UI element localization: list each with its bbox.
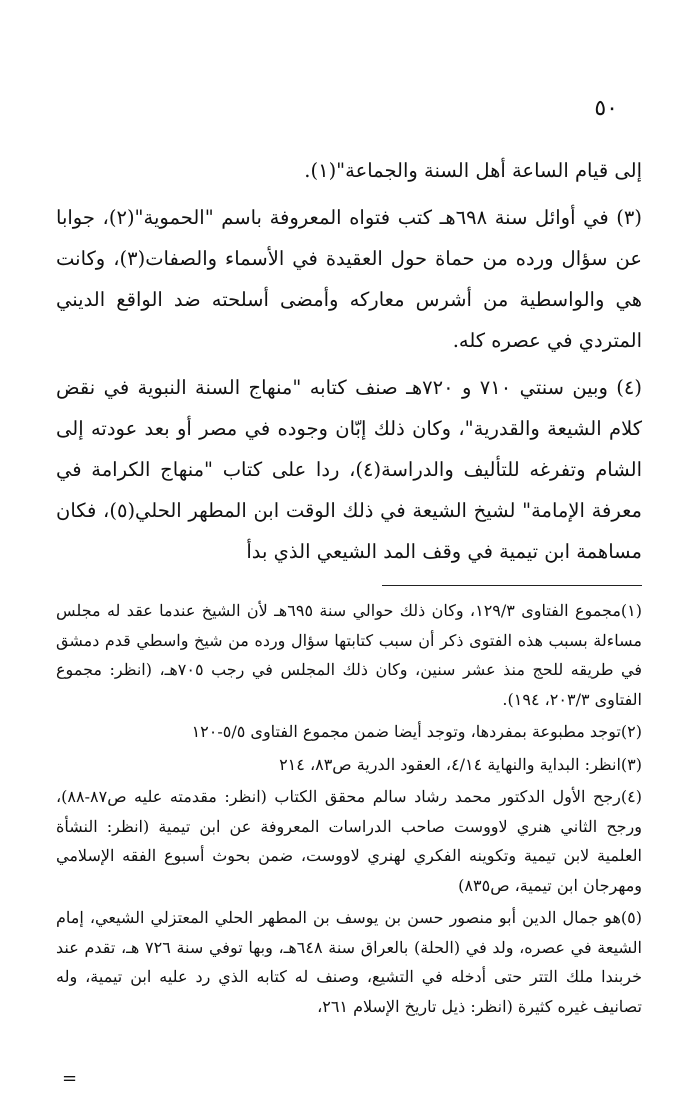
footnote: (٤)رجح الأول الدكتور محمد رشاد سالم محقق الكتاب (انظر: مقدمته عليه ص٨٧-٨٨)، ورجح الثاني هنري لاووست صاحب الدراسات المعروفة عن ابن تيمية (انظر: النشأة العلمية لابن تيمية وتكوينه الفكري لهنري لاووست، ضمن بحوث أسبوع الفقه الإسلامي ومهرجان ابن تيمية، ص٨٣٥) [56,787,642,895]
main-text [56,150,642,578]
footnote-separator [382,585,642,586]
paragraph: (٣) في أوائل سنة ٦٩٨هـ كتب فتواه المعروفة باسم "الحموية"(٢)، جوابا عن سؤال ورده من حماة حول العقيدة في الأسماء والصفات(٣)، وكانت هي والواسطية من أشرس معاركه وأمضى أسلحته ضد الواقع الديني المتردي في عصره كله. [56,206,643,352]
footnote: (٥)هو جمال الدين أبو منصور حسن بن يوسف بن المطهر الحلي المعتزلي الشيعي، إمام الشيعة في عصره، ولد في (الحلة) بالعراق سنة ٦٤٨هـ، وبها توفي سنة ٧٢٦ هـ، تقدم عند خربندا ملك التتر حتى أدخله في التشيع، وصنف له كتابه الذي رد عليه ابن تيمية، وله تصانيف غيره كثيرة (انظر: ذيل تاريخ الإسلام ٢٦١، [56,908,643,1016]
paragraph: إلى قيام الساعة أهل السنة والجماعة"(١). [304,159,642,182]
footnotes [56,596,642,1024]
footnote: (٣)انظر: البداية والنهاية ٤/١٤، العقود الدرية ص٨٣، ٢١٤ [279,754,642,774]
footnote: (٢)توجد مطبوعة بمفردها، وتوجد أيضا ضمن مجموع الفتاوى ٥/٥-١٢٠ [191,722,642,741]
paragraph: (٤) وبين سنتي ٧١٠ و ٧٢٠هـ صنف كتابه "منهاج السنة النبوية في نقض كلام الشيعة والقدرية"، وكان ذلك إبّان وجوده في مصر أو بعد عودته إلى الشام وتفرغه للتأليف والدراسة(٤)، ردا على كتاب "منهاج الكرامة في معرفة الإمامة" لشيخ الشيعة في ذلك الوقت ابن المطهر الحلي(٥)، فكان مساهمة ابن تيمية في وقف المد الشيعي الذي بدأ [56,376,642,563]
continuation-marker: = [62,1068,78,1089]
page-number: ٥٠ [594,96,618,121]
footnote: (١)مجموع الفتاوى ١٢٩/٣، وكان ذلك حوالي سنة ٦٩٥هـ لأن الشيخ عندما عقد له مجلس مساءلة بسبب هذه الفتوى ذكر أن سبب كتابتها سؤال ورده من شيخ واسطي قدم دمشق في طريقه للحج منذ عشر سنين، وكان ذلك المجلس في رجب ٧٠٥هـ، (انظر: مجموع الفتاوى ٢٠٣/٣، ١٩٤). [56,601,643,709]
